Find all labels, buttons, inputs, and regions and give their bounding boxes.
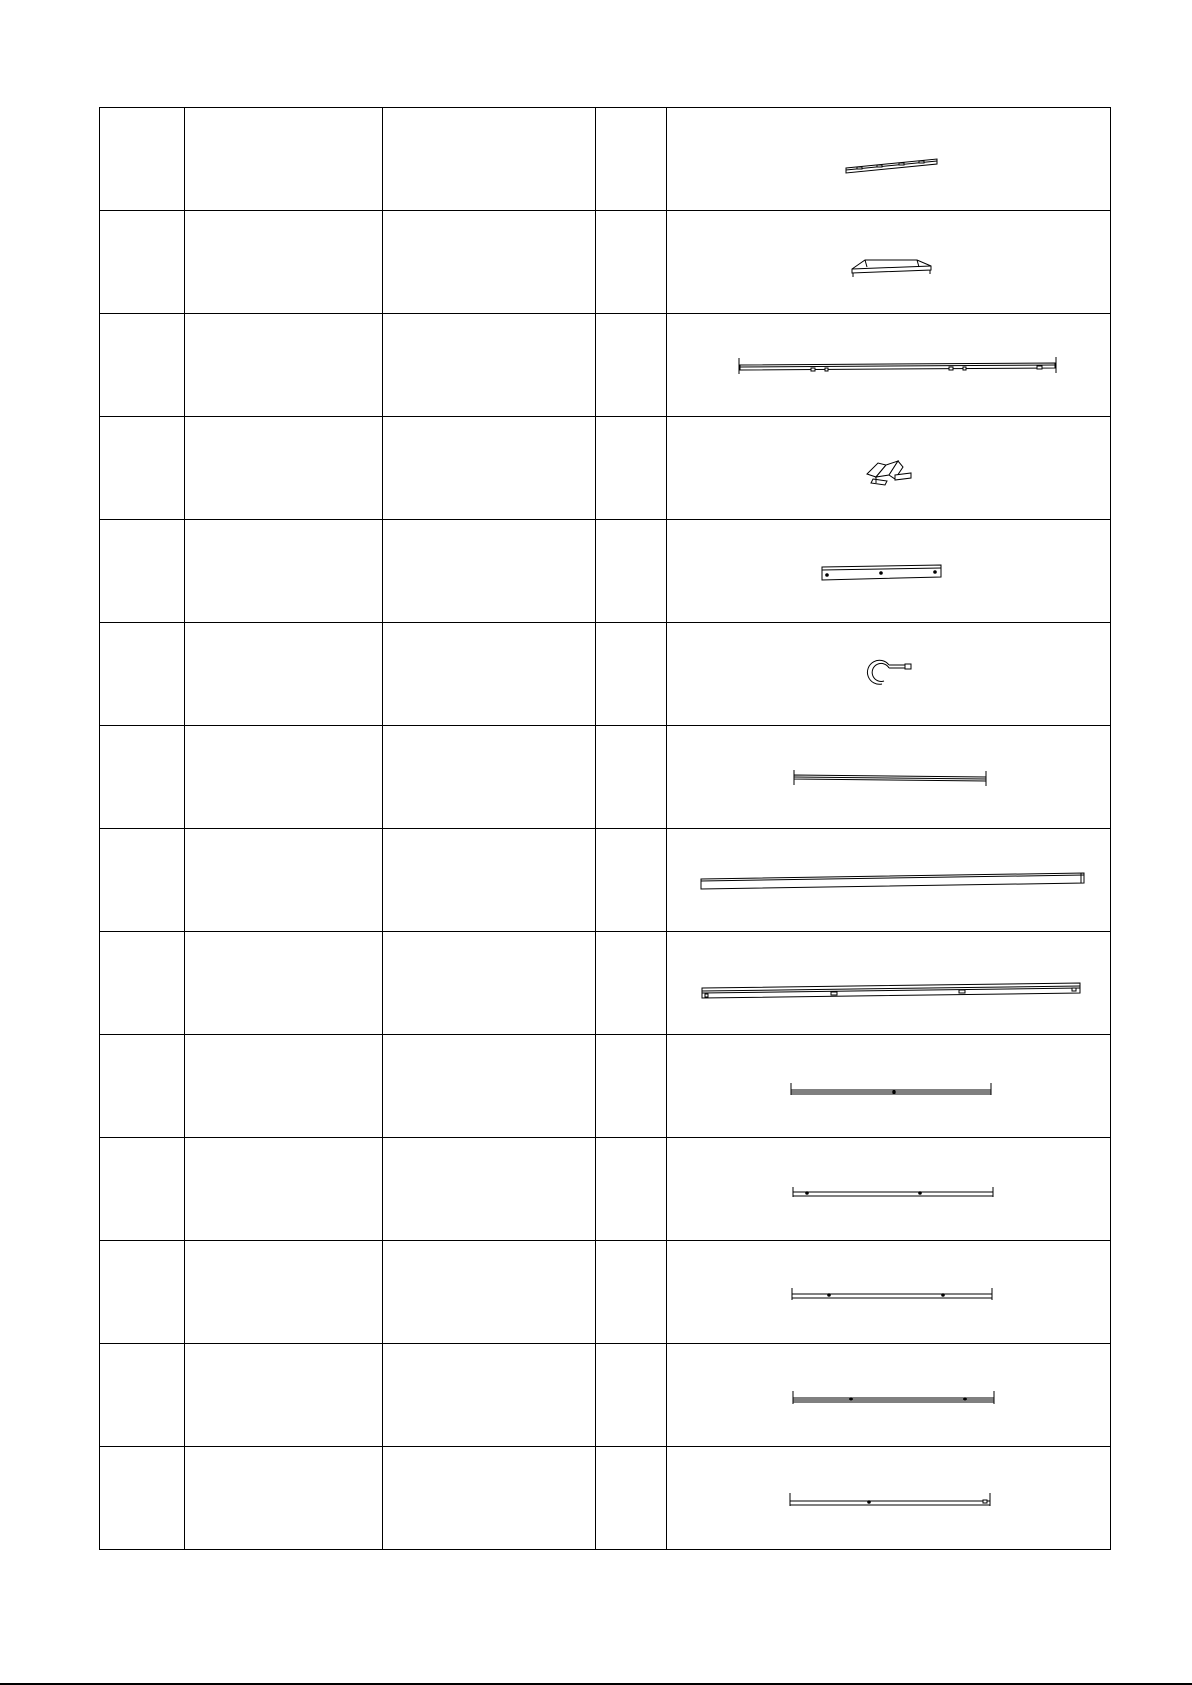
long-tube-icon: [667, 829, 1110, 931]
cell-description: [383, 314, 596, 417]
cell-quantity: [596, 211, 667, 314]
cell-quantity: [596, 1447, 667, 1550]
cell-number: [100, 1344, 185, 1447]
cell-number: [100, 1035, 185, 1138]
crossbar-icon: [667, 1447, 1110, 1549]
cell-quantity: [596, 520, 667, 623]
cell-number: [100, 1138, 185, 1241]
cell-part-name: [185, 108, 383, 211]
cell-number: [100, 829, 185, 932]
crossbar-icon: [667, 1344, 1110, 1446]
cell-drawing: [667, 1344, 1111, 1447]
table-row: [100, 108, 1111, 211]
table-row: [100, 1447, 1111, 1550]
cell-part-name: [185, 829, 383, 932]
cell-description: [383, 520, 596, 623]
cell-number: [100, 623, 185, 726]
cell-description: [383, 829, 596, 932]
cell-drawing: [667, 1241, 1111, 1344]
cell-description: [383, 417, 596, 520]
cell-number: [100, 211, 185, 314]
table-row: [100, 726, 1111, 829]
cell-quantity: [596, 1241, 667, 1344]
cell-description: [383, 108, 596, 211]
cell-number: [100, 314, 185, 417]
hook-icon: [667, 623, 1110, 725]
crossbar-icon: [667, 1241, 1110, 1343]
table-row: [100, 1241, 1111, 1344]
cell-quantity: [596, 1138, 667, 1241]
cell-description: [383, 1138, 596, 1241]
table-row: [100, 932, 1111, 1035]
cell-quantity: [596, 726, 667, 829]
parts-table: [99, 107, 1111, 1550]
cell-description: [383, 211, 596, 314]
cell-drawing: [667, 932, 1111, 1035]
crossbar-icon: [667, 1035, 1110, 1137]
cell-part-name: [185, 726, 383, 829]
table-row: [100, 623, 1111, 726]
table-row: [100, 1138, 1111, 1241]
cell-description: [383, 932, 596, 1035]
cell-drawing: [667, 829, 1111, 932]
short-plate-icon: [667, 520, 1110, 622]
table-row: [100, 1344, 1111, 1447]
cell-description: [383, 1447, 596, 1550]
cell-drawing: [667, 417, 1111, 520]
crossbar-icon: [667, 1138, 1110, 1240]
cell-number: [100, 1241, 185, 1344]
table-row: [100, 211, 1111, 314]
cell-description: [383, 1344, 596, 1447]
cell-number: [100, 520, 185, 623]
cell-drawing: [667, 726, 1111, 829]
medium-rod-icon: [667, 726, 1110, 828]
cell-quantity: [596, 1344, 667, 1447]
cell-part-name: [185, 314, 383, 417]
cell-drawing: [667, 1138, 1111, 1241]
cell-drawing: [667, 211, 1111, 314]
cell-drawing: [667, 1447, 1111, 1550]
cell-drawing: [667, 108, 1111, 211]
cell-part-name: [185, 623, 383, 726]
cell-part-name: [185, 932, 383, 1035]
cell-description: [383, 623, 596, 726]
cell-quantity: [596, 932, 667, 1035]
cell-quantity: [596, 108, 667, 211]
cell-drawing: [667, 623, 1111, 726]
long-rail-icon: [667, 314, 1110, 416]
cell-quantity: [596, 1035, 667, 1138]
cell-number: [100, 417, 185, 520]
cell-description: [383, 726, 596, 829]
cell-number: [100, 1447, 185, 1550]
cell-number: [100, 108, 185, 211]
cell-part-name: [185, 211, 383, 314]
table-row: [100, 829, 1111, 932]
channel-bracket-icon: [667, 211, 1110, 313]
cell-part-name: [185, 1447, 383, 1550]
cell-quantity: [596, 623, 667, 726]
cell-part-name: [185, 1035, 383, 1138]
cell-part-name: [185, 1138, 383, 1241]
cell-quantity: [596, 314, 667, 417]
cell-quantity: [596, 417, 667, 520]
cell-drawing: [667, 1035, 1111, 1138]
long-channel-rail-icon: [667, 932, 1110, 1034]
cell-description: [383, 1035, 596, 1138]
cell-part-name: [185, 520, 383, 623]
cell-part-name: [185, 1241, 383, 1344]
cell-part-name: [185, 1344, 383, 1447]
table-row: [100, 520, 1111, 623]
cell-number: [100, 932, 185, 1035]
cell-description: [383, 1241, 596, 1344]
cell-quantity: [596, 829, 667, 932]
table-row: [100, 314, 1111, 417]
table-row: [100, 417, 1111, 520]
corner-connector-icon: [667, 417, 1110, 519]
cell-number: [100, 726, 185, 829]
cell-drawing: [667, 520, 1111, 623]
table-row: [100, 1035, 1111, 1138]
cell-part-name: [185, 417, 383, 520]
slotted-bracket-icon: [667, 108, 1110, 210]
cell-drawing: [667, 314, 1111, 417]
